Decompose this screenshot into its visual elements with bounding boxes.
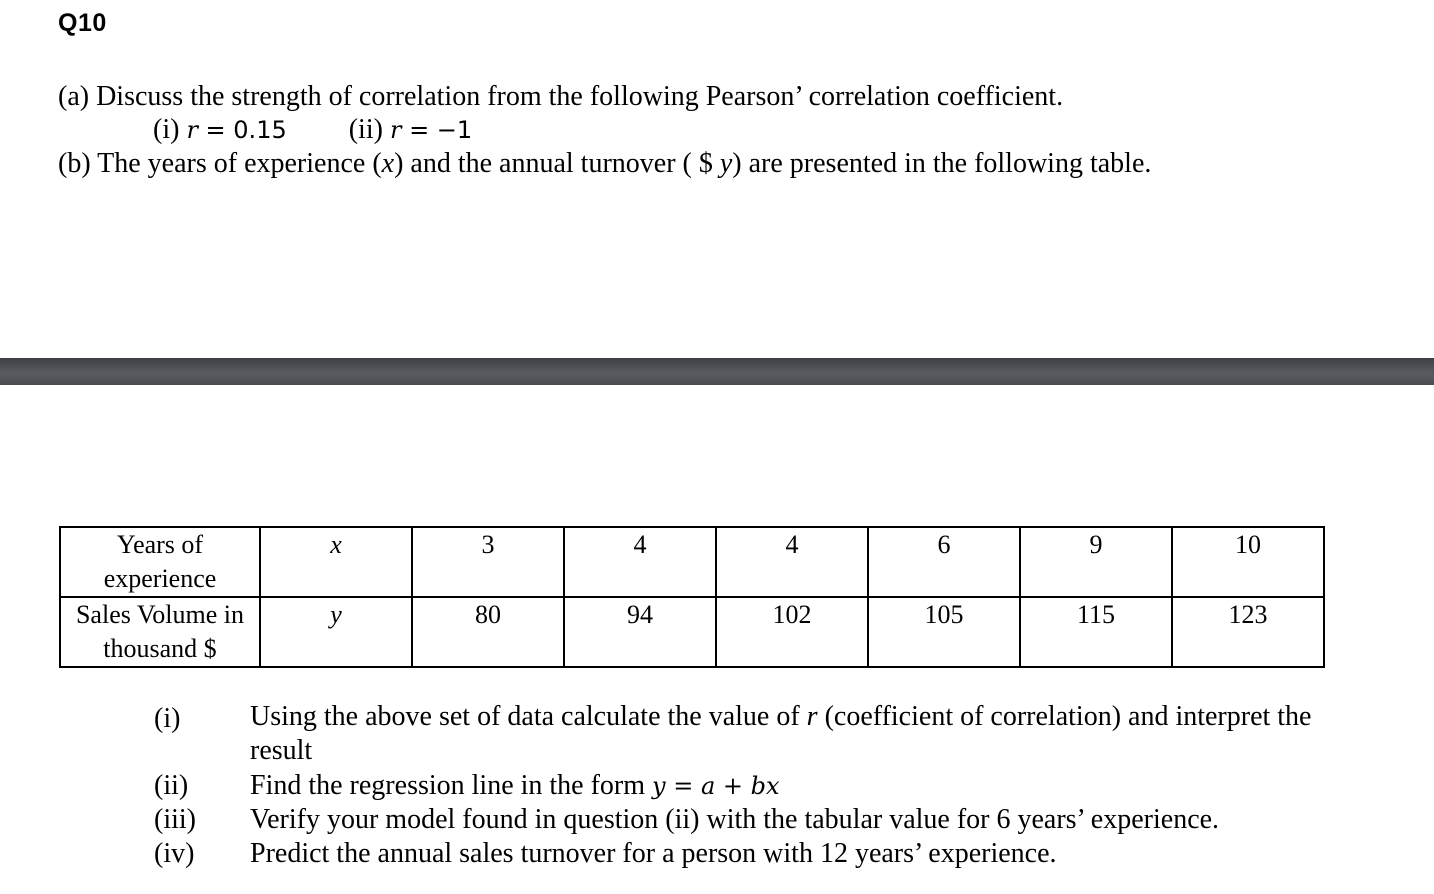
subquestion-1-text-after: (coefficient of correlation) and interpret the result: [250, 701, 1312, 766]
table-row-sales: [60, 597, 1324, 667]
part-a-item-2-prefix: (ii): [348, 114, 390, 145]
table-cell: 105: [868, 597, 1020, 667]
table-cell: 94: [564, 597, 716, 667]
table-cell: 102: [716, 597, 868, 667]
part-a-items: [153, 116, 472, 144]
row-variable-y: y: [260, 597, 412, 667]
part-a-item-2-equation: = −1: [401, 116, 473, 144]
subquestion-2-number: (ii): [154, 770, 189, 801]
part-a-item-1-equation: = 0.15: [197, 116, 287, 144]
row-label-experience: Years of experience: [60, 527, 260, 597]
table-cell: 4: [564, 527, 716, 597]
part-b-text-1: (b) The years of experience (: [58, 148, 382, 179]
part-a-item-1: [153, 114, 294, 145]
row-variable-x: x: [260, 527, 412, 597]
table-cell: 3: [412, 527, 564, 597]
row-label-sales: Sales Volume in thousand $: [60, 597, 260, 667]
part-a-item-1-var: r: [186, 116, 198, 144]
subquestion-3-number: (iii): [154, 804, 196, 835]
subquestion-1-text-before: Using the above set of data calculate the value of: [250, 701, 807, 732]
subquestion-2-text-before: Find the regression line in the form: [250, 770, 653, 801]
table-cell: 10: [1172, 527, 1324, 597]
part-a-item-1-prefix: (i): [153, 114, 187, 145]
part-b-var-x: x: [381, 148, 395, 179]
table-row-experience: [60, 527, 1324, 597]
part-b-prompt: [58, 150, 1151, 178]
table-cell: 9: [1020, 527, 1172, 597]
subquestion-4-number: (iv): [154, 838, 195, 869]
subquestion-1-number: (i): [154, 703, 181, 734]
subquestion-2-formula: y = a + bx: [652, 772, 780, 800]
table-cell: 4: [716, 527, 868, 597]
table-cell: 6: [868, 527, 1020, 597]
part-b-var-y: y: [719, 148, 733, 179]
question-number: Q10: [58, 9, 107, 37]
table-cell: 80: [412, 597, 564, 667]
data-table: [59, 526, 1325, 668]
page-divider: [0, 358, 1434, 385]
part-a-item-2: [349, 114, 472, 145]
subquestion-1-text: [250, 700, 1350, 768]
part-a-prompt: (a) Discuss the strength of correlation from the following Pearson’ correlation coefficient.: [58, 81, 1064, 112]
subquestion-3-text: Verify your model found in question (ii) with the tabular value for 6 years’ experience.: [250, 804, 1220, 835]
subquestion-4-text: Predict the annual sales turnover for a person with 12 years’ experience.: [250, 838, 1057, 869]
table-cell: 115: [1020, 597, 1172, 667]
subquestion-1-var: r: [806, 701, 818, 732]
part-b-text-3: ) are presented in the following table.: [732, 148, 1152, 179]
subquestion-2-text: [250, 772, 780, 800]
part-a-item-2-var: r: [389, 116, 402, 144]
part-b-text-2: ) and the annual turnover ( $: [394, 148, 720, 179]
table-cell: 123: [1172, 597, 1324, 667]
